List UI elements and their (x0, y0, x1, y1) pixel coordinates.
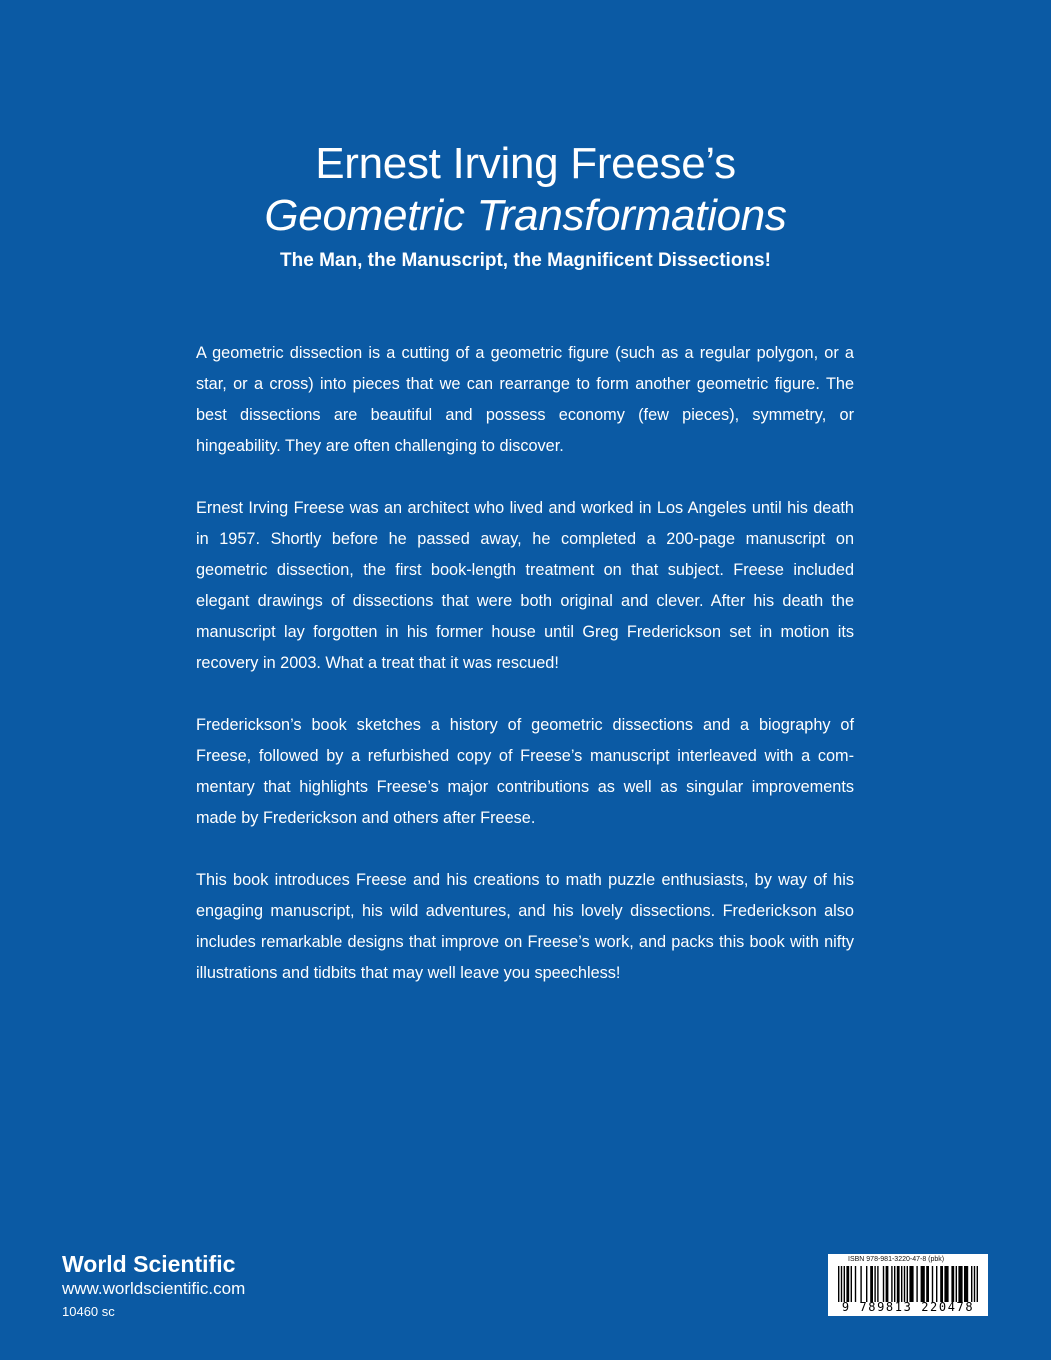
barcode-bar (940, 1266, 943, 1302)
barcode-bar (936, 1266, 937, 1302)
barcode-bar (977, 1266, 978, 1302)
barcode-bar (886, 1266, 889, 1302)
publisher-block (62, 1250, 245, 1322)
publisher-url: www.worldscientific.com (62, 1279, 246, 1298)
barcode-bar (958, 1266, 962, 1302)
blurb-paragraph-2: Ernest Irving Freese was an architect who lived and worked in Los Angeles until his death in 1957. Shortly before he passed away, he completed a 200-page manuscript on geometric dissection, the first book-length treatment on that subject. Freese included elegant drawings of dissections that were both original and clever. After his death the manuscript lay forgotten in his former house until Greg Frederickson set in motion its recovery in 2003. What a treat that it was rescued! (196, 499, 854, 672)
barcode-bar (901, 1266, 902, 1302)
blurb-paragraph-4: This book introduces Freese and his creations to math puzzle enthusiasts, by way of his engaging manuscript, his wild adventures, and his lovely dissections. Frederickson also includes remarkable designs that improve on Freese’s work, and packs this book with nifty illustrations and tidbits that may well leave you speechless! (196, 871, 854, 982)
isbn-barcode (828, 1254, 988, 1316)
barcode-bar (956, 1266, 957, 1302)
barcode-bar (870, 1266, 873, 1302)
barcode-bar (907, 1266, 908, 1302)
barcode-bar (846, 1266, 849, 1302)
barcode-bar (877, 1266, 878, 1302)
barcode-bar (964, 1266, 968, 1302)
barcode-bar (944, 1266, 948, 1302)
barcode-bar (971, 1266, 972, 1302)
barcode-bar (909, 1266, 913, 1302)
barcode-bar (926, 1266, 929, 1302)
publisher-name: World Scientific (62, 1251, 236, 1277)
barcode-bar (851, 1266, 852, 1302)
barcode-bar (897, 1266, 900, 1302)
barcode-bar (860, 1266, 861, 1302)
barcode-bar (883, 1266, 884, 1302)
barcode-bar (891, 1266, 892, 1302)
barcode-bar (894, 1266, 895, 1302)
barcode-bar (841, 1266, 842, 1302)
blurb (196, 338, 854, 1020)
product-code: 10460 sc (62, 1304, 115, 1319)
barcode-bar (855, 1266, 856, 1302)
barcode-number: 9 789813 220478 (841, 1300, 975, 1314)
barcode-bar (951, 1266, 954, 1302)
book-subtitle: The Man, the Manuscript, the Magnificent Dissections! (280, 250, 771, 271)
blurb-paragraph-3: Frederickson’s book sketches a history of geometric dissections and a biography of Freese, followed by a refurbished copy of Freese’s manuscript interleaved with a commentary that highlights Freese’s major contributions as well as singular improvements made by Frederickson and others after Freese. (196, 716, 854, 827)
barcode-bar (844, 1266, 845, 1302)
barcode-bar (932, 1266, 933, 1302)
barcode-bar (866, 1266, 867, 1302)
barcode-bar (974, 1266, 975, 1302)
book-title-author: Ernest Irving Freese’s (315, 139, 736, 188)
barcode-bar (838, 1266, 839, 1302)
title-block (0, 138, 1051, 274)
isbn-label: ISBN 978-981-3220-47-8 (pbk) (848, 1256, 945, 1263)
barcode-bar (921, 1266, 925, 1302)
book-title: Geometric Transformations (264, 191, 787, 240)
barcode-bar (904, 1266, 905, 1302)
blurb-paragraph-1: A geometric dissection is a cutting of a geometric figure (such as a regular polygon, or a star, or a cross) into pieces that we can rearrange to form another geometric figure. The best dissections are beautiful and possess economy (few pieces), symmetry, or hingeability. They are often challenging to discover. (196, 344, 854, 455)
barcode-bar (874, 1266, 875, 1302)
barcode-bars (838, 1266, 978, 1302)
barcode-bar (916, 1266, 917, 1302)
